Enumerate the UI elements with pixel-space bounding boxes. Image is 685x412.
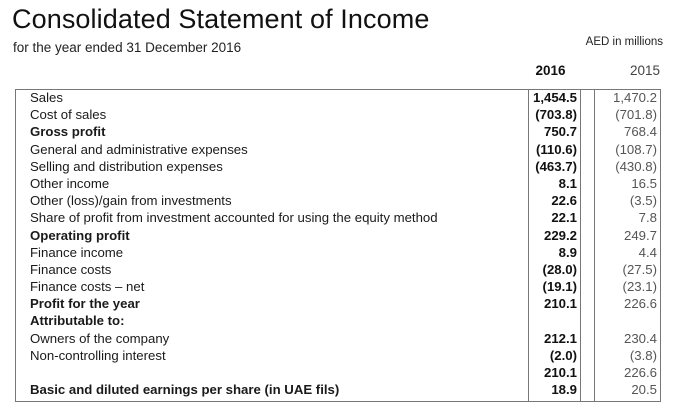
row-label: Non-controlling interest [30, 347, 166, 363]
row-label: Operating profit [30, 227, 130, 243]
table-row [30, 158, 661, 175]
value-2016: (110.6) [535, 141, 577, 157]
column-header-2015: 2015 [629, 63, 660, 78]
value-2015: 226.6 [623, 365, 657, 380]
row-label: Other income [30, 175, 110, 191]
value-2016: 18.9 [551, 382, 577, 398]
table-row [30, 227, 661, 244]
value-2016: 22.6 [551, 193, 577, 209]
column-header-2016: 2016 [535, 63, 566, 78]
value-2016: 8.9 [558, 244, 577, 260]
table-row [30, 106, 661, 123]
value-2016: 750.7 [543, 124, 577, 140]
table-row [30, 209, 661, 226]
value-2015: 226.6 [623, 296, 657, 312]
value-2015: 230.4 [623, 330, 657, 346]
table-row [30, 141, 661, 158]
value-2015: 249.7 [623, 227, 657, 243]
value-2016: 22.1 [551, 210, 577, 226]
row-label: Owners of the company [30, 330, 170, 346]
table-row [30, 89, 661, 106]
value-2015: (27.5) [622, 261, 657, 277]
page-subtitle: for the year ended 31 December 2016 [13, 40, 242, 55]
table-row [30, 312, 661, 329]
table-row [30, 192, 661, 209]
table-row [30, 123, 661, 140]
value-2015: (430.8) [615, 158, 657, 174]
table-row [30, 175, 661, 192]
value-2016: (463.7) [535, 158, 577, 174]
row-label: Finance costs [30, 261, 112, 277]
row-label: Gross profit [30, 124, 106, 140]
page-title: Consolidated Statement of Income [12, 4, 430, 34]
income-table [30, 89, 661, 398]
row-label: Sales [30, 90, 63, 105]
row-label: Other (loss)/gain from investments [30, 193, 232, 209]
table-row [30, 261, 661, 278]
value-2015: (3.8) [629, 347, 657, 363]
row-label: Attributable to: [30, 313, 125, 329]
row-label: Selling and distribution expenses [30, 158, 223, 174]
value-2016: (703.8) [535, 107, 577, 123]
value-2016: 210.1 [543, 365, 577, 380]
value-2015: 20.5 [631, 382, 657, 398]
value-2016: 1,454.5 [533, 90, 577, 105]
value-2016: (2.0) [549, 347, 577, 363]
table-row [30, 364, 661, 381]
row-label: Profit for the year [30, 296, 140, 312]
value-2015: 768.4 [623, 124, 657, 140]
row-label: Basic and diluted earnings per share (in UAE fils) [30, 382, 340, 398]
value-2015: 7.8 [638, 210, 657, 226]
table-row [30, 295, 661, 312]
value-2015: (701.8) [615, 107, 657, 123]
table-row [30, 347, 661, 364]
value-2015: 4.4 [638, 244, 657, 260]
row-label: General and administrative expenses [30, 141, 248, 157]
value-2016: 212.1 [543, 330, 577, 346]
table-row [30, 330, 661, 347]
value-2015: 16.5 [631, 175, 657, 191]
table-row [30, 278, 661, 295]
row-label: Share of profit from investment accounted for using the equity method [30, 210, 438, 226]
value-2015: (108.7) [615, 141, 657, 157]
unit-label: AED in millions [585, 36, 663, 48]
row-label: Finance income [30, 244, 124, 260]
value-2016: (19.1) [542, 279, 577, 295]
value-2016: (28.0) [542, 261, 577, 277]
row-label: Cost of sales [30, 107, 107, 123]
table-row [30, 244, 661, 261]
table-row [30, 381, 661, 398]
value-2016: 8.1 [558, 175, 577, 191]
row-label: Finance costs – net [30, 279, 145, 295]
value-2016: 210.1 [543, 296, 577, 312]
value-2016: 229.2 [543, 227, 577, 243]
value-2015: (3.5) [629, 193, 657, 209]
value-2015: 1,470.2 [613, 90, 657, 105]
value-2015: (23.1) [622, 279, 657, 295]
